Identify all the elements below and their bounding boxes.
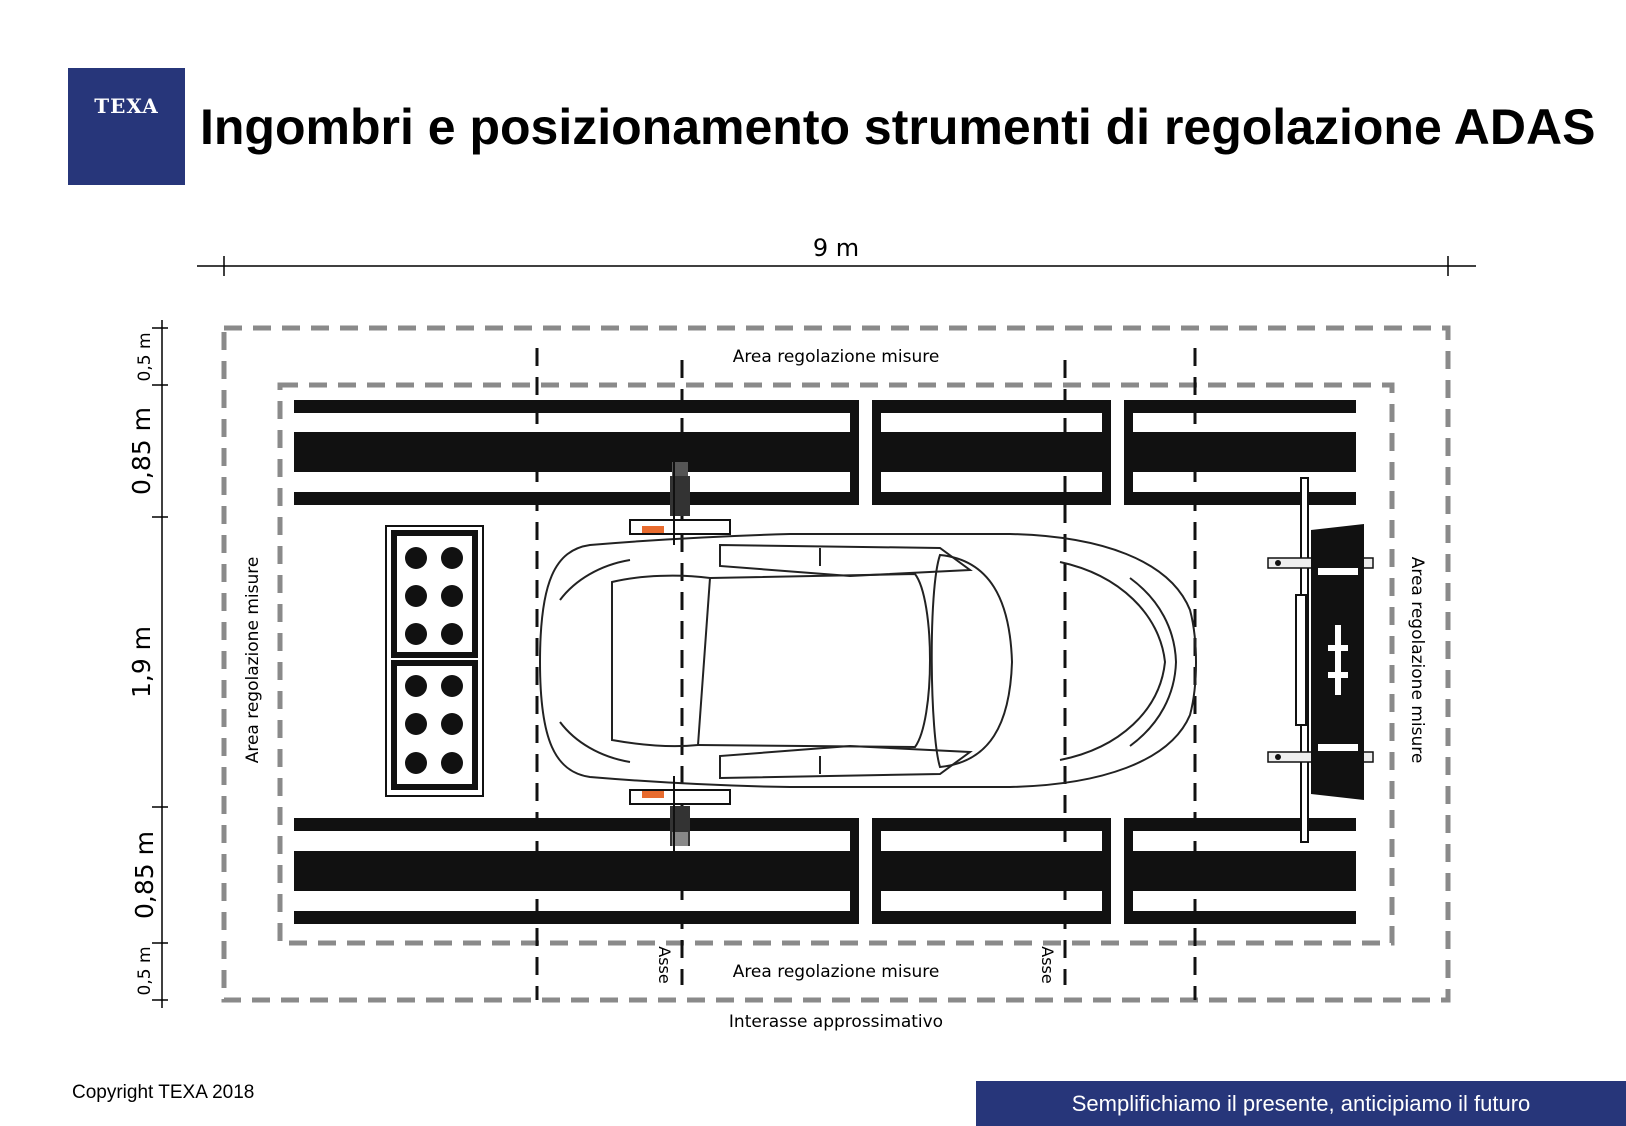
footer-band [976, 1081, 1626, 1126]
width-label: 9 m [812, 234, 860, 262]
wheelbase-label: Interasse approssimativo [728, 1012, 944, 1032]
page-title: Ingombri e posizionamento strumenti di regolazione ADAS [200, 99, 1596, 155]
area-label-right: Area regolazione misure [1407, 556, 1427, 764]
front-axis-label: Asse [655, 946, 674, 984]
top-margin-label: 0,5 m [135, 332, 155, 382]
top-lane [294, 400, 1356, 505]
center-label: 1,9 m [127, 625, 156, 699]
logo-text: TEXA [94, 94, 159, 118]
rear-axis-label: Asse [1038, 946, 1057, 984]
area-label-top: Area regolazione misure [732, 347, 940, 367]
bottom-margin-label: 0,5 m [135, 946, 155, 996]
calibration-panel [386, 526, 483, 796]
copyright-text: Copyright TEXA 2018 [72, 1082, 255, 1103]
bottom-lane [294, 818, 1356, 924]
car-top-view [540, 534, 1196, 787]
area-label-bottom: Area regolazione misure [732, 962, 940, 982]
bottom-lane-label: 0,85 m [130, 831, 159, 919]
tagline: Semplifichiamo il presente, anticipiamo il futuro [1071, 1090, 1531, 1116]
height-dimension [127, 320, 168, 1008]
width-dimension [197, 234, 1476, 276]
front-wheel-sensors [630, 455, 730, 862]
target-board [1268, 478, 1373, 842]
top-lane-label: 0,85 m [127, 407, 156, 495]
area-label-left: Area regolazione misure [243, 556, 263, 764]
